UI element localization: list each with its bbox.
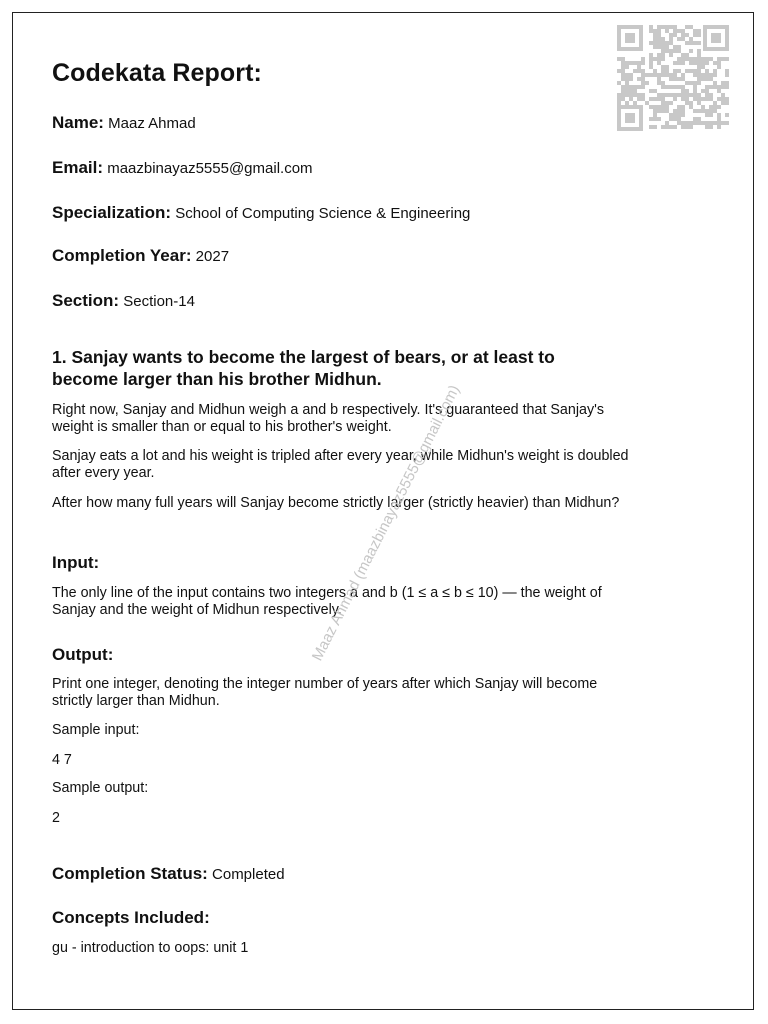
email-field: [52, 158, 313, 178]
section-field: [52, 291, 195, 311]
concepts-value: gu - introduction to oops: unit 1: [52, 940, 249, 956]
watermark: Maaz Ahmad (maazbinayaz5555@gmail.com): [308, 382, 464, 664]
completion-year-label: Completion Year:: [52, 246, 192, 265]
section-label: Section:: [52, 291, 120, 310]
name-value: Maaz Ahmad: [108, 115, 196, 132]
completion-year-field: [52, 246, 229, 266]
problem-paragraph-1: Right now, Sanjay and Midhun weigh a and b respectively. It's guaranteed that Sanjay's weight is smaller than or equal to his brother's weight.: [52, 402, 604, 435]
sample-input-value: 4 7: [52, 752, 72, 768]
input-heading: Input:: [52, 553, 100, 572]
name-field: [52, 113, 196, 133]
completion-year-value: 2027: [195, 248, 230, 265]
qr-code: [617, 25, 729, 131]
completion-status-value: Completed: [212, 866, 285, 883]
specialization-label: Specialization:: [52, 203, 172, 222]
sample-output-value: 2: [52, 810, 60, 826]
sample-input-label: Sample input:: [52, 722, 140, 738]
problem-paragraph-3: After how many full years will Sanjay become strictly larger (strictly heavier) than Midhun?: [52, 495, 620, 511]
completion-status-label: Completion Status:: [52, 864, 208, 883]
email-label: Email:: [52, 158, 104, 177]
problem-title: 1. Sanjay wants to become the largest of bears, or at least to become larger than his brother Midhun.: [52, 347, 555, 389]
concepts-heading: Concepts Included:: [52, 908, 210, 927]
specialization-value: School of Computing Science & Engineering: [175, 205, 471, 222]
email-value: maazbinayaz5555@gmail.com: [107, 160, 313, 177]
section-value: Section-14: [123, 293, 195, 310]
problem-paragraph-2: Sanjay eats a lot and his weight is tripled after every year, while Midhun's weight is doubled after every year.: [52, 448, 629, 481]
completion-status-field: [52, 864, 285, 884]
specialization-field: [52, 203, 470, 223]
report-page: [12, 12, 754, 1010]
page-title: Codekata Report:: [52, 59, 262, 87]
name-label: Name:: [52, 113, 104, 132]
sample-output-label: Sample output:: [52, 780, 149, 796]
output-description: Print one integer, denoting the integer number of years after which Sanjay will become strictly larger than Midhun.: [52, 676, 598, 709]
input-description: The only line of the input contains two integers a and b (1 ≤ a ≤ b ≤ 10) — the weight of Sanjay and the weight of Midhun respectively.: [52, 585, 602, 618]
output-heading: Output:: [52, 645, 114, 664]
